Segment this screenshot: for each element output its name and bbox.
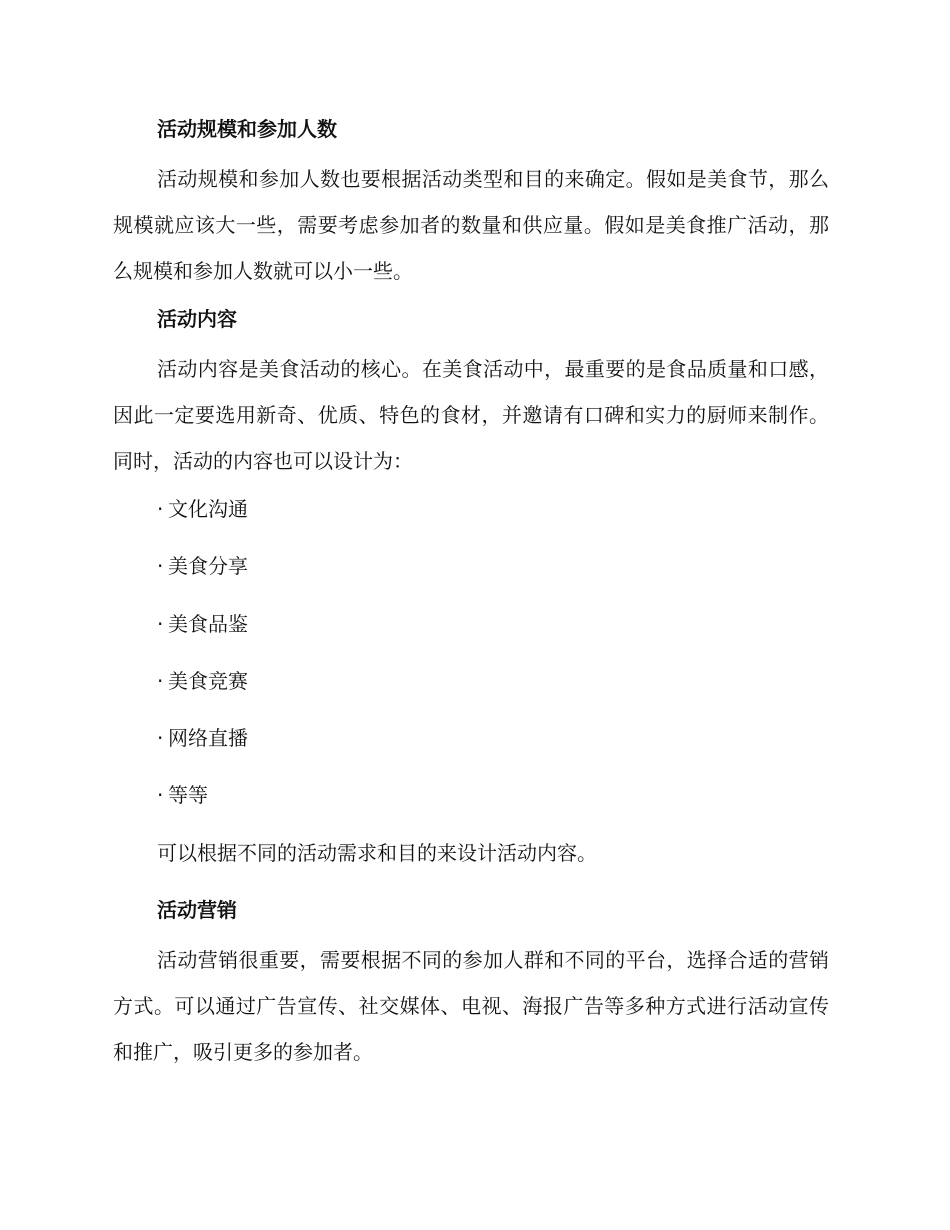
section-closing-content: 可以根据不同的活动需求和目的来设计活动内容。 <box>157 840 597 865</box>
section-paragraph-scale: 活动规模和参加人数也要根据活动类型和目的来确定。假如是美食节，那么规模就应该大一些，需要考虑参加者的数量和供应量。假如是美食推广活动，那么规模和参加人数就可以小一些。 <box>113 167 829 283</box>
section-paragraph-content: 活动内容是美食活动的核心。在美食活动中，最重要的是食品质量和口感，因此一定要选用新奇、优质、特色的食材，并邀请有口碑和实力的厨师来制作。同时，活动的内容也可以设计为： <box>113 357 829 473</box>
document-body <box>113 110 829 1081</box>
list-item <box>113 490 829 528</box>
bullet-marker: · <box>157 554 164 579</box>
content-bullet-list <box>113 490 829 814</box>
bullet-marker: · <box>157 726 164 751</box>
section-paragraph-marketing: 活动营销很重要，需要根据不同的参加人群和不同的平台，选择合适的营销方式。可以通过广告宣传、社交媒体、电视、海报广告等多种方式进行活动宣传和推广，吸引更多的参加者。 <box>113 947 829 1064</box>
list-item <box>113 605 829 643</box>
list-item-text: 美食品鉴 <box>168 611 248 636</box>
section-heading-content: 活动内容 <box>157 307 237 331</box>
section-heading-scale: 活动规模和参加人数 <box>157 117 337 141</box>
bullet-marker: · <box>157 668 164 693</box>
list-item <box>113 719 829 757</box>
list-item <box>113 776 829 814</box>
list-item-text: 等等 <box>168 783 208 808</box>
list-item-text: 网络直播 <box>168 726 248 751</box>
bullet-marker: · <box>157 611 164 636</box>
list-item-text: 美食分享 <box>168 554 248 579</box>
list-item <box>113 662 829 700</box>
list-item <box>113 547 829 585</box>
section-heading-marketing: 活动营销 <box>157 897 237 922</box>
bullet-marker: · <box>157 783 164 808</box>
list-item-text: 美食竞赛 <box>168 668 248 693</box>
bullet-marker: · <box>157 497 164 521</box>
list-item-text: 文化沟通 <box>168 497 248 521</box>
